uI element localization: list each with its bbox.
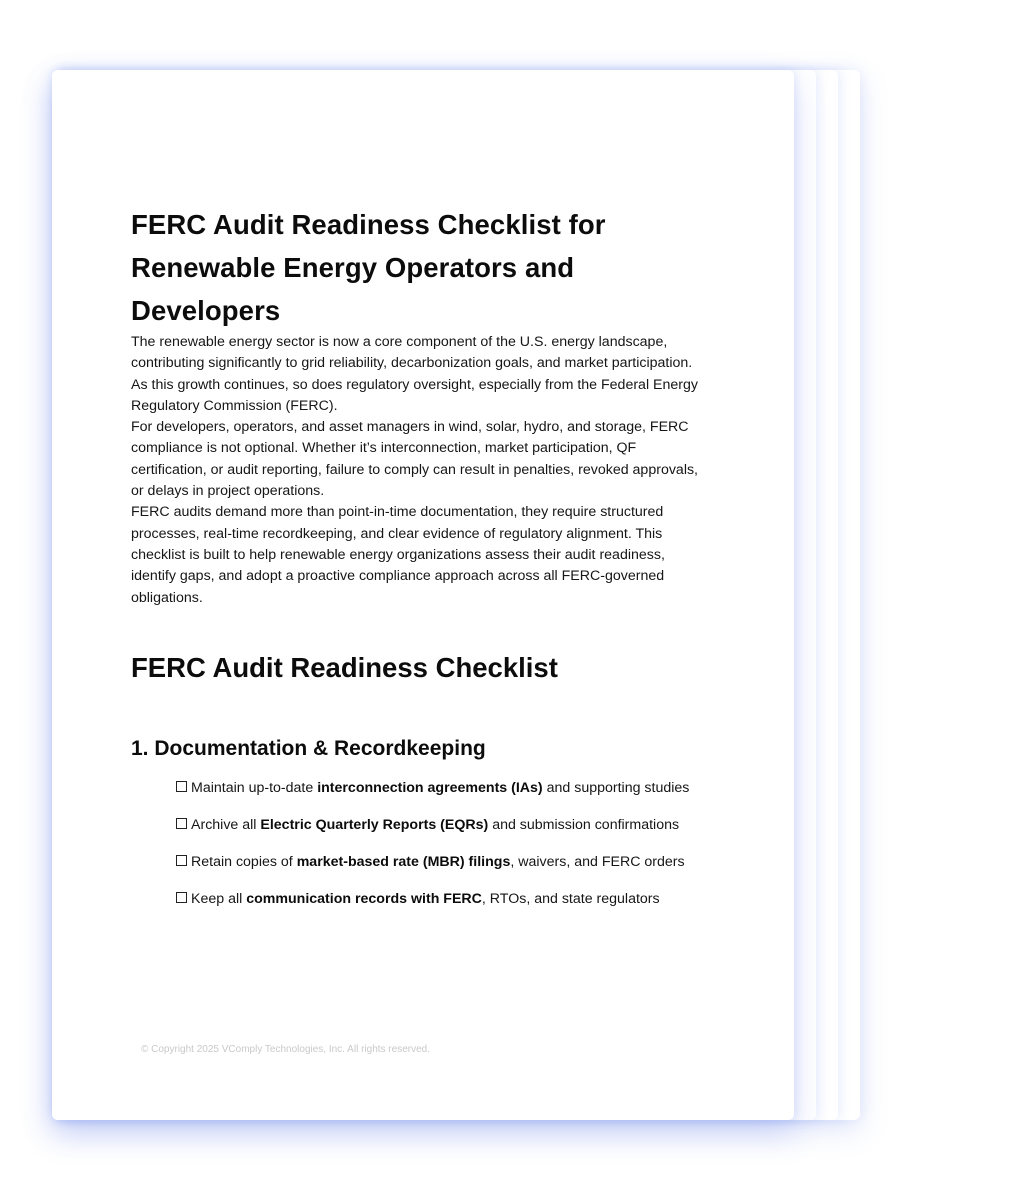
checkbox-icon (176, 892, 187, 903)
checkbox-icon (176, 818, 187, 829)
checklist-item-bold: market-based rate (MBR) filings (296, 853, 511, 870)
checkbox-icon (176, 855, 187, 866)
checklist-item-post: , RTOs, and state regulators (481, 890, 660, 907)
checklist-item (176, 852, 796, 873)
page-sheet-front (52, 70, 794, 1120)
checklist-item (176, 889, 796, 910)
checklist-item-bold: Electric Quarterly Reports (EQRs) (260, 816, 489, 833)
checklist-item-pre: Retain copies of (191, 853, 297, 870)
checklist-item-pre: Maintain up-to-date (191, 779, 318, 796)
checklist-item-pre: Archive all (191, 816, 261, 833)
page-content (131, 203, 711, 926)
checkbox-icon (176, 781, 187, 792)
intro-paragraph-3: FERC audits demand more than point-in-time documentation, they require structured processes, real-time recordkeeping, and clear evidence of regulatory alignment. This checklist is built to help renewable energy organizations assess their audit readiness, identify gaps, and adopt a proactive compliance approach across all FERC-governed obligations. (131, 504, 665, 606)
intro-paragraph-2: For developers, operators, and asset managers in wind, solar, hydro, and storage, FERC compliance is not optional. Whether it’s interconnection, market participation, QF certification, or audit reporting, failure to comply can result in penalties, revoked approvals, or delays in project operations. (131, 419, 699, 500)
checklist-item (176, 778, 796, 799)
intro-paragraph-1: The renewable energy sector is now a core component of the U.S. energy landscape, contributing significantly to grid reliability, decarbonization goals, and market participation. As this growth continues, so does regulatory oversight, especially from the Federal Energy Regulatory Commission (FERC). (131, 334, 698, 414)
checklist-item-post: and supporting studies (542, 779, 690, 796)
copyright-footer: © Copyright 2025 VComply Technologies, Inc. All rights reserved. (141, 1044, 430, 1055)
checklist (131, 778, 796, 910)
checklist-item (176, 815, 796, 836)
checklist-item-post: and submission confirmations (488, 816, 680, 833)
checklist-item-post: , waivers, and FERC orders (510, 853, 685, 870)
section-heading: FERC Audit Readiness Checklist (131, 651, 558, 683)
document-title: FERC Audit Readiness Checklist for Renewable Energy Operators and Developers (131, 209, 606, 326)
checklist-item-bold: communication records with FERC (246, 890, 482, 907)
checklist-item-bold: interconnection agreements (IAs) (317, 779, 543, 796)
subsection-heading: 1. Documentation & Recordkeeping (131, 736, 486, 760)
checklist-item-pre: Keep all (191, 890, 247, 907)
